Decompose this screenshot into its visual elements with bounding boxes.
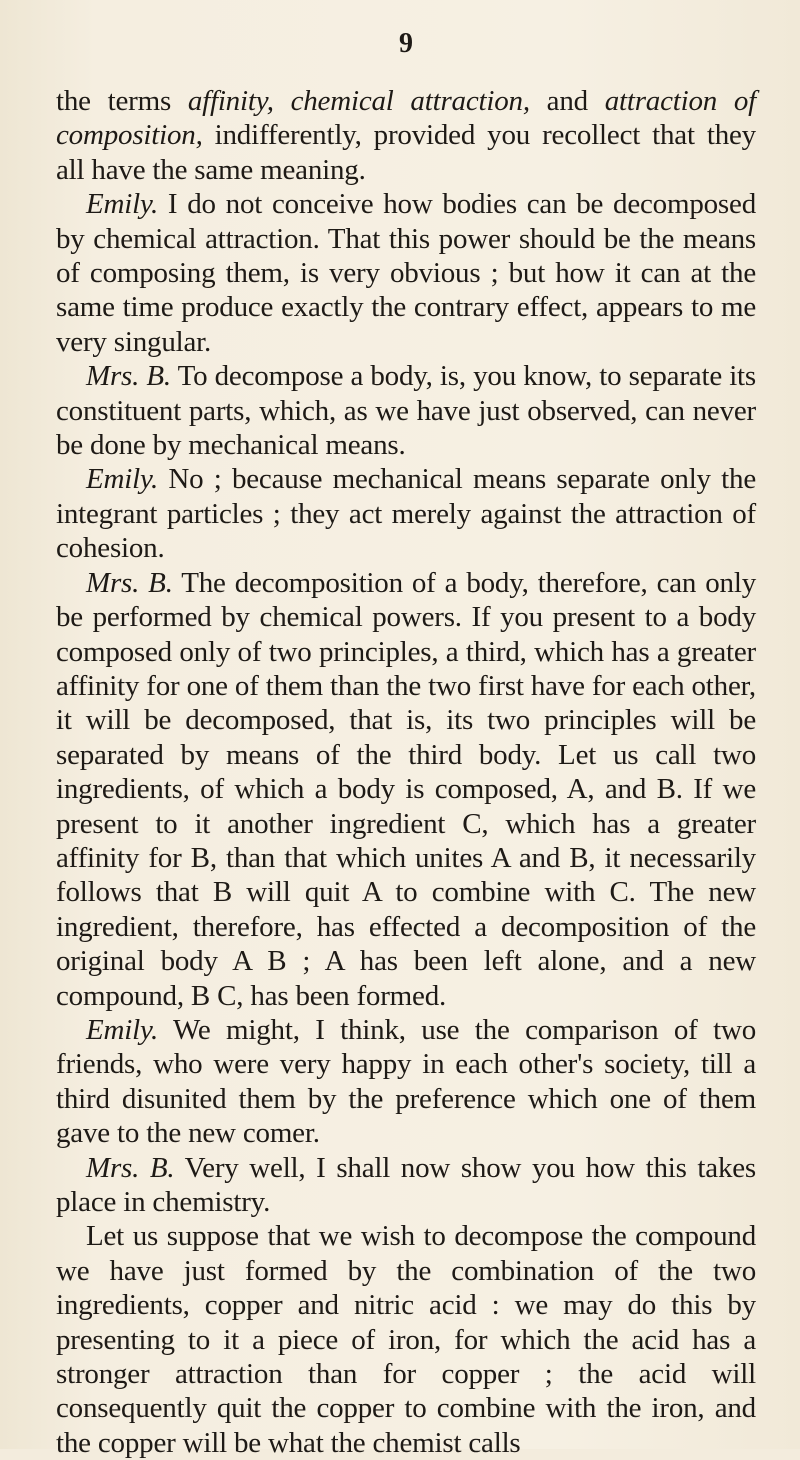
- speaker-name: Mrs. B.: [86, 1151, 175, 1184]
- speaker-name: Mrs. B.: [86, 360, 171, 393]
- paragraph-text: Let us suppose that we wish to decompose the compound we have just formed by the combination of the two ingredients, copper and nitric acid : we may do this by presenting to it a piece of iron, for which the acid has a stronger attraction than for copper ; the acid will consequently quit the copper to combine with the iron, and the copper will be what the chemist calls: [56, 1220, 756, 1459]
- paragraph-text: indifferently, provided you recollect that they all have the same meaning.: [56, 119, 756, 186]
- speaker-name: Emily.: [86, 188, 159, 221]
- paragraph: [56, 1151, 756, 1220]
- body-text: [56, 84, 756, 1460]
- italic-term: affinity, chemical attraction,: [187, 85, 530, 117]
- paragraph-text: the terms: [56, 85, 188, 117]
- paragraph: [56, 1219, 756, 1460]
- paragraph: [56, 359, 756, 462]
- paragraph-text: We might, I think, use the comparison of two friends, who were very happy in each other's society, till a third disunited them by the preference which one of them gave to the new comer.: [56, 1013, 756, 1150]
- speaker-name: Emily.: [86, 1013, 159, 1046]
- paragraph: [56, 84, 756, 187]
- paragraph-text: and: [529, 85, 605, 117]
- paragraph-text: No ; because mechanical means separate only the integrant particles ; they act merely against the attraction of cohesion.: [56, 463, 756, 565]
- paragraph: [56, 1013, 756, 1151]
- page-number: 9: [399, 28, 413, 59]
- paragraph: [56, 462, 756, 565]
- speaker-name: Emily.: [86, 463, 159, 496]
- italic-term: attraction of composition,: [56, 85, 757, 152]
- paragraph: [56, 187, 756, 359]
- paragraph-text: To decompose a body, is, you know, to separate its constituent parts, which, as we have just observed, can never be done by mechanical means.: [56, 360, 756, 462]
- speaker-name: Mrs. B.: [86, 566, 173, 599]
- paragraph: [56, 566, 756, 1013]
- paragraph-text: The decomposition of a body, therefore, can only be performed by chemical powers. If you present to a body composed only of two principles, a third, which has a greater affinity for one of them than the two first have for each other, it will be decomposed, that is, its two principles will be separated by means of the third body. Let us call two ingredients, of which a body is composed, A, and B. If we present to it another ingredient C, which has a greater affinity for B, than that which unites A and B, it necessarily follows that B will quit A to combine with C. The new ingredient, therefore, has effected a decomposition of the original body A B ; A has been left alone, and a new compound, B C, has been formed.: [56, 566, 756, 1012]
- paragraph-text: I do not conceive how bodies can be decomposed by chemical attraction. That this power should be the means of composing them, is very obvious ; but how it can at the same time produce exactly the contrary effect, appears to me very singular.: [56, 188, 756, 358]
- paragraph-text: Very well, I shall now show you how this takes place in chemistry.: [56, 1151, 756, 1218]
